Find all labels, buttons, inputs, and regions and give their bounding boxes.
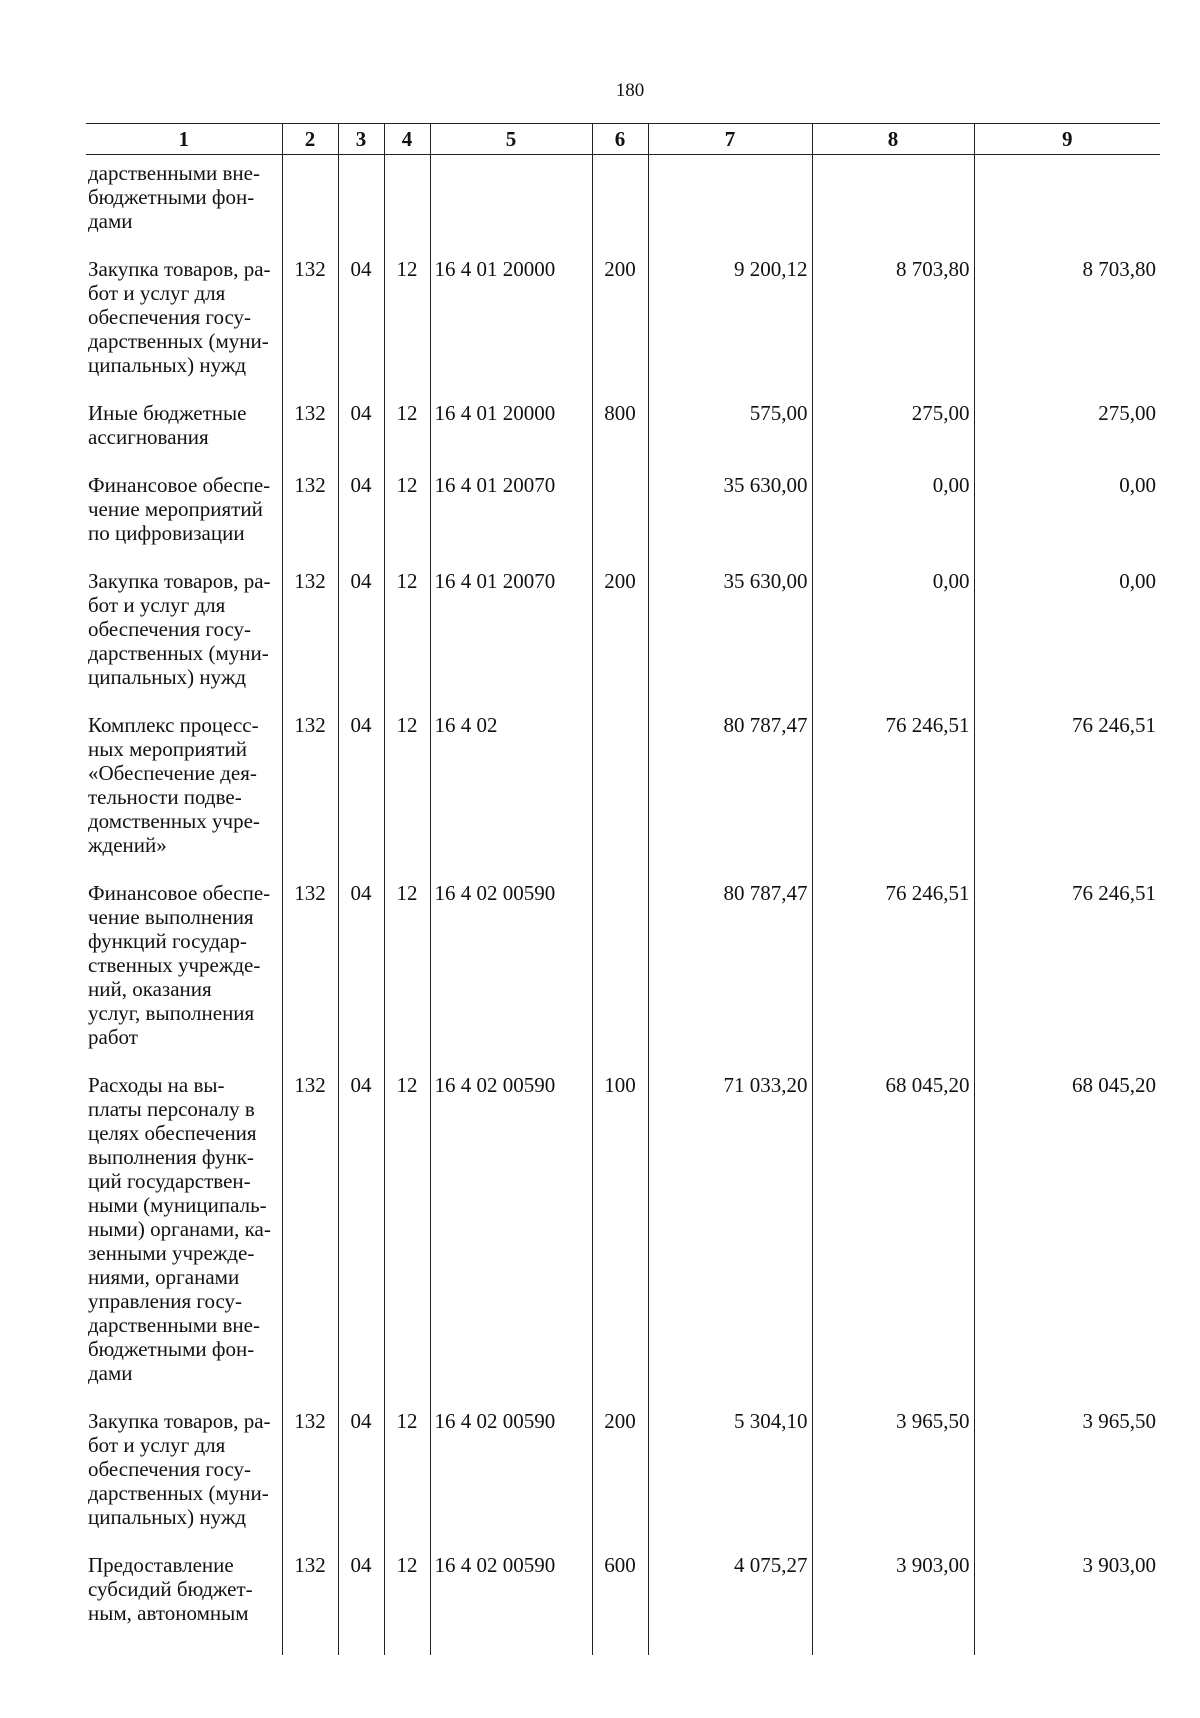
col6-cell: [592, 471, 648, 567]
col5-cell: 16 4 01 20000: [430, 255, 592, 399]
col5-cell: 16 4 01 20000: [430, 399, 592, 471]
col8-cell: 0,00: [812, 471, 974, 567]
col9-cell: 275,00: [974, 399, 1160, 471]
table-row: [86, 1071, 1160, 1407]
col8-cell: 8 703,80: [812, 255, 974, 399]
col4-cell: 12: [384, 879, 430, 1071]
col4-cell: 12: [384, 1407, 430, 1551]
col9-cell: 68 045,20: [974, 1071, 1160, 1407]
page-number: 180: [615, 80, 645, 101]
table-row: [86, 255, 1160, 399]
col8-cell: 3 903,00: [812, 1551, 974, 1655]
col7-cell: [648, 155, 812, 256]
col2-cell: 132: [282, 1071, 338, 1407]
table-row: [86, 879, 1160, 1071]
col7-cell: 80 787,47: [648, 879, 812, 1071]
col9-cell: 0,00: [974, 567, 1160, 711]
col2-cell: 132: [282, 255, 338, 399]
row-name-cell: Предоставление субсидий бюджет- ным, автономным: [86, 1551, 282, 1655]
col4-cell: 12: [384, 1071, 430, 1407]
table-row: [86, 567, 1160, 711]
row-name-cell: Закупка товаров, ра- бот и услуг для обеспечения госу- дарственных (муни- ципальных) нужд: [86, 255, 282, 399]
column-header: 4: [384, 124, 430, 155]
col3-cell: 04: [338, 1071, 384, 1407]
col8-cell: 275,00: [812, 399, 974, 471]
col4-cell: 12: [384, 471, 430, 567]
col4-cell: 12: [384, 711, 430, 879]
row-name-cell: Закупка товаров, ра- бот и услуг для обеспечения госу- дарственных (муни- ципальных) нужд: [86, 567, 282, 711]
col5-cell: 16 4 02: [430, 711, 592, 879]
col8-cell: [812, 155, 974, 256]
col5-cell: 16 4 02 00590: [430, 1071, 592, 1407]
col2-cell: 132: [282, 567, 338, 711]
col2-cell: 132: [282, 879, 338, 1071]
col9-cell: 3 965,50: [974, 1407, 1160, 1551]
col3-cell: 04: [338, 1407, 384, 1551]
col6-cell: 600: [592, 1551, 648, 1655]
col5-cell: 16 4 01 20070: [430, 471, 592, 567]
col3-cell: 04: [338, 711, 384, 879]
col4-cell: [384, 155, 430, 256]
col8-cell: 3 965,50: [812, 1407, 974, 1551]
col9-cell: 76 246,51: [974, 711, 1160, 879]
col9-cell: 76 246,51: [974, 879, 1160, 1071]
col3-cell: 04: [338, 399, 384, 471]
col7-cell: 80 787,47: [648, 711, 812, 879]
col4-cell: 12: [384, 399, 430, 471]
col9-cell: 3 903,00: [974, 1551, 1160, 1655]
table-row: [86, 1551, 1160, 1655]
col3-cell: 04: [338, 1551, 384, 1655]
table-row: [86, 471, 1160, 567]
col4-cell: 12: [384, 1551, 430, 1655]
col3-cell: [338, 155, 384, 256]
col5-cell: 16 4 02 00590: [430, 879, 592, 1071]
col2-cell: 132: [282, 1407, 338, 1551]
row-name-cell: дарственными вне- бюджетными фон- дами: [86, 155, 282, 256]
row-name-cell: Финансовое обеспе- чение выполнения функций государ- ственных учрежде- ний, оказания услуг, выполнения работ: [86, 879, 282, 1071]
col6-cell: 200: [592, 255, 648, 399]
col6-cell: [592, 711, 648, 879]
table-row: [86, 1407, 1160, 1551]
col6-cell: 800: [592, 399, 648, 471]
col7-cell: 4 075,27: [648, 1551, 812, 1655]
header-row: [86, 124, 1160, 155]
col2-cell: 132: [282, 399, 338, 471]
row-name-cell: Расходы на вы- платы персоналу в целях обеспечения выполнения функ- ций государствен- ными (муниципаль- ными) органами, ка- зенными учрежде- ниями, органами управления госу- дарственными вне- бюджетными фон- дами: [86, 1071, 282, 1407]
col4-cell: 12: [384, 567, 430, 711]
col3-cell: 04: [338, 255, 384, 399]
col7-cell: 35 630,00: [648, 567, 812, 711]
col6-cell: [592, 879, 648, 1071]
column-header: 1: [86, 124, 282, 155]
row-name-cell: Комплекс процесс- ных мероприятий «Обеспечение дея- тельности подве- домственных учре- ждений»: [86, 711, 282, 879]
column-header: 5: [430, 124, 592, 155]
col8-cell: 76 246,51: [812, 879, 974, 1071]
col5-cell: 16 4 02 00590: [430, 1551, 592, 1655]
row-name-cell: Финансовое обеспе- чение мероприятий по цифровизации: [86, 471, 282, 567]
col8-cell: 68 045,20: [812, 1071, 974, 1407]
col5-cell: 16 4 02 00590: [430, 1407, 592, 1551]
table-body: [86, 155, 1160, 1656]
col9-cell: 8 703,80: [974, 255, 1160, 399]
table-row: [86, 155, 1160, 256]
col9-cell: [974, 155, 1160, 256]
col7-cell: 5 304,10: [648, 1407, 812, 1551]
col3-cell: 04: [338, 471, 384, 567]
table-row: [86, 711, 1160, 879]
col2-cell: 132: [282, 471, 338, 567]
col2-cell: [282, 155, 338, 256]
column-header: 6: [592, 124, 648, 155]
col3-cell: 04: [338, 879, 384, 1071]
column-header: 7: [648, 124, 812, 155]
column-header: 9: [974, 124, 1160, 155]
col7-cell: 9 200,12: [648, 255, 812, 399]
col6-cell: 200: [592, 567, 648, 711]
row-name-cell: Иные бюджетные ассигнования: [86, 399, 282, 471]
col7-cell: 575,00: [648, 399, 812, 471]
col2-cell: 132: [282, 711, 338, 879]
column-header: 3: [338, 124, 384, 155]
col7-cell: 35 630,00: [648, 471, 812, 567]
col4-cell: 12: [384, 255, 430, 399]
row-name-cell: Закупка товаров, ра- бот и услуг для обеспечения госу- дарственных (муни- ципальных) нужд: [86, 1407, 282, 1551]
budget-table: [86, 123, 1160, 1655]
column-header: 8: [812, 124, 974, 155]
col6-cell: 200: [592, 1407, 648, 1551]
col6-cell: 100: [592, 1071, 648, 1407]
table-row: [86, 399, 1160, 471]
col5-cell: [430, 155, 592, 256]
col2-cell: 132: [282, 1551, 338, 1655]
col6-cell: [592, 155, 648, 256]
col9-cell: 0,00: [974, 471, 1160, 567]
col3-cell: 04: [338, 567, 384, 711]
col7-cell: 71 033,20: [648, 1071, 812, 1407]
col5-cell: 16 4 01 20070: [430, 567, 592, 711]
column-header: 2: [282, 124, 338, 155]
col8-cell: 76 246,51: [812, 711, 974, 879]
col8-cell: 0,00: [812, 567, 974, 711]
